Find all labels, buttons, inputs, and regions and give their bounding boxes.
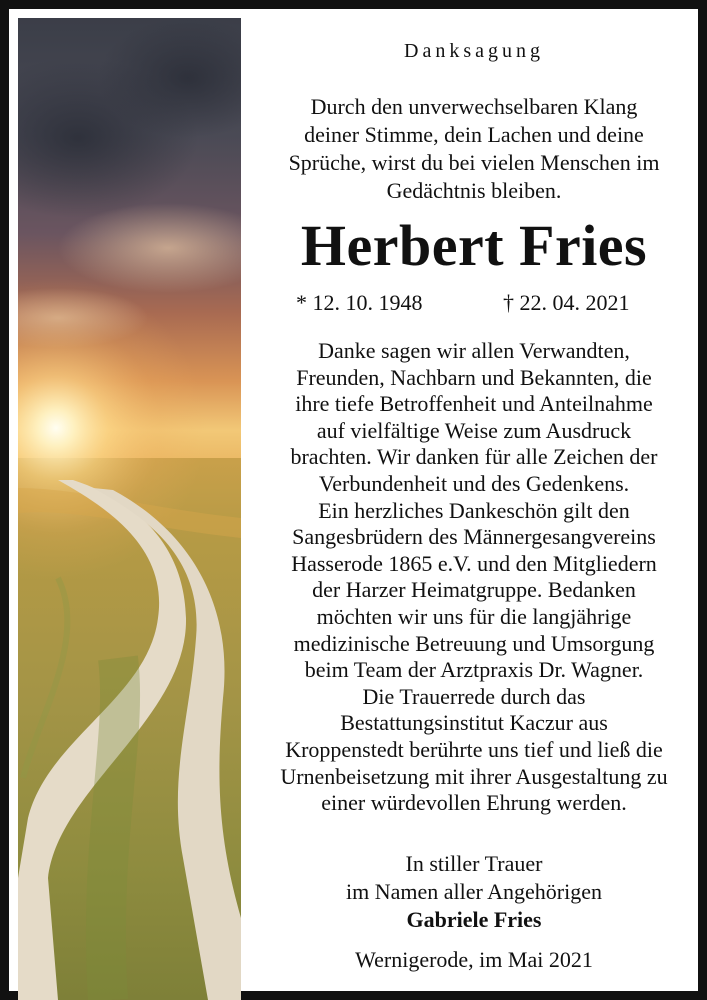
thanks-line: auf vielfältige Weise zum Ausdruck xyxy=(316,417,632,443)
thanks-line: Danke sagen wir allen Verwandten, xyxy=(318,338,630,363)
deceased-name: Herbert Fries xyxy=(300,213,648,278)
thanks-line: brachten. Wir danken für alle Zeichen der xyxy=(290,444,658,470)
quote-line: Sprüche, wirst du bei vielen Menschen im xyxy=(288,150,660,175)
thanks-line: beim Team der Arztpraxis Dr. Wagner. xyxy=(304,657,644,683)
thanks-line: medizinische Betreuung und Umsorgung xyxy=(293,630,655,656)
place-date: Wernigerode, im Mai 2021 xyxy=(355,947,593,972)
sunset-path-photo xyxy=(18,18,241,1000)
death-date: † 22. 04. 2021 xyxy=(503,290,630,315)
notice-header: Danksagung xyxy=(404,40,544,62)
thanks-paragraph xyxy=(241,338,707,817)
thanks-line: der Harzer Heimatgruppe. Bedanken xyxy=(312,577,636,603)
signer-name: Gabriele Fries xyxy=(406,907,542,932)
mourning-line: In stiller Trauer xyxy=(405,851,543,876)
thanks-line: möchten wir uns für die langjährige xyxy=(316,603,632,629)
thanks-line: Ein herzliches Dankeschön gilt den xyxy=(318,497,630,523)
thanks-line: Freunden, Nachbarn und Bekannten, die xyxy=(296,364,652,390)
mourning-signature xyxy=(241,850,707,934)
thanks-line: Die Trauerrede durch das xyxy=(362,683,586,709)
thanks-line: Kroppenstedt berührte uns tief und ließ die xyxy=(285,736,663,762)
birth-date: * 12. 10. 1948 xyxy=(296,290,423,315)
memorial-quote xyxy=(241,93,707,205)
thanks-line: Sangesbrüdern des Männergesangvereins xyxy=(292,524,656,550)
thanks-line: Bestattungsinstitut Kaczur aus xyxy=(340,710,608,736)
thanks-line: Urnenbeisetzung mit ihrer Ausgestaltung zu xyxy=(280,763,668,789)
quote-line: deiner Stimme, dein Lachen und deine xyxy=(304,122,644,147)
quote-line: Durch den unverwechselbaren Klang xyxy=(310,94,638,119)
thanks-line: Hasserode 1865 e.V. und den Mitgliedern xyxy=(291,550,657,576)
notice-text xyxy=(241,18,707,1000)
thanks-line: einer würdevollen Ehrung werden. xyxy=(321,790,627,816)
thanks-line: Verbundenheit und des Gedenkens. xyxy=(318,470,630,496)
quote-line: Gedächtnis bleiben. xyxy=(386,178,562,203)
thanks-line: ihre tiefe Betroffenheit und Anteilnahme xyxy=(295,391,653,417)
mourning-line: im Namen aller Angehörigen xyxy=(346,879,602,904)
